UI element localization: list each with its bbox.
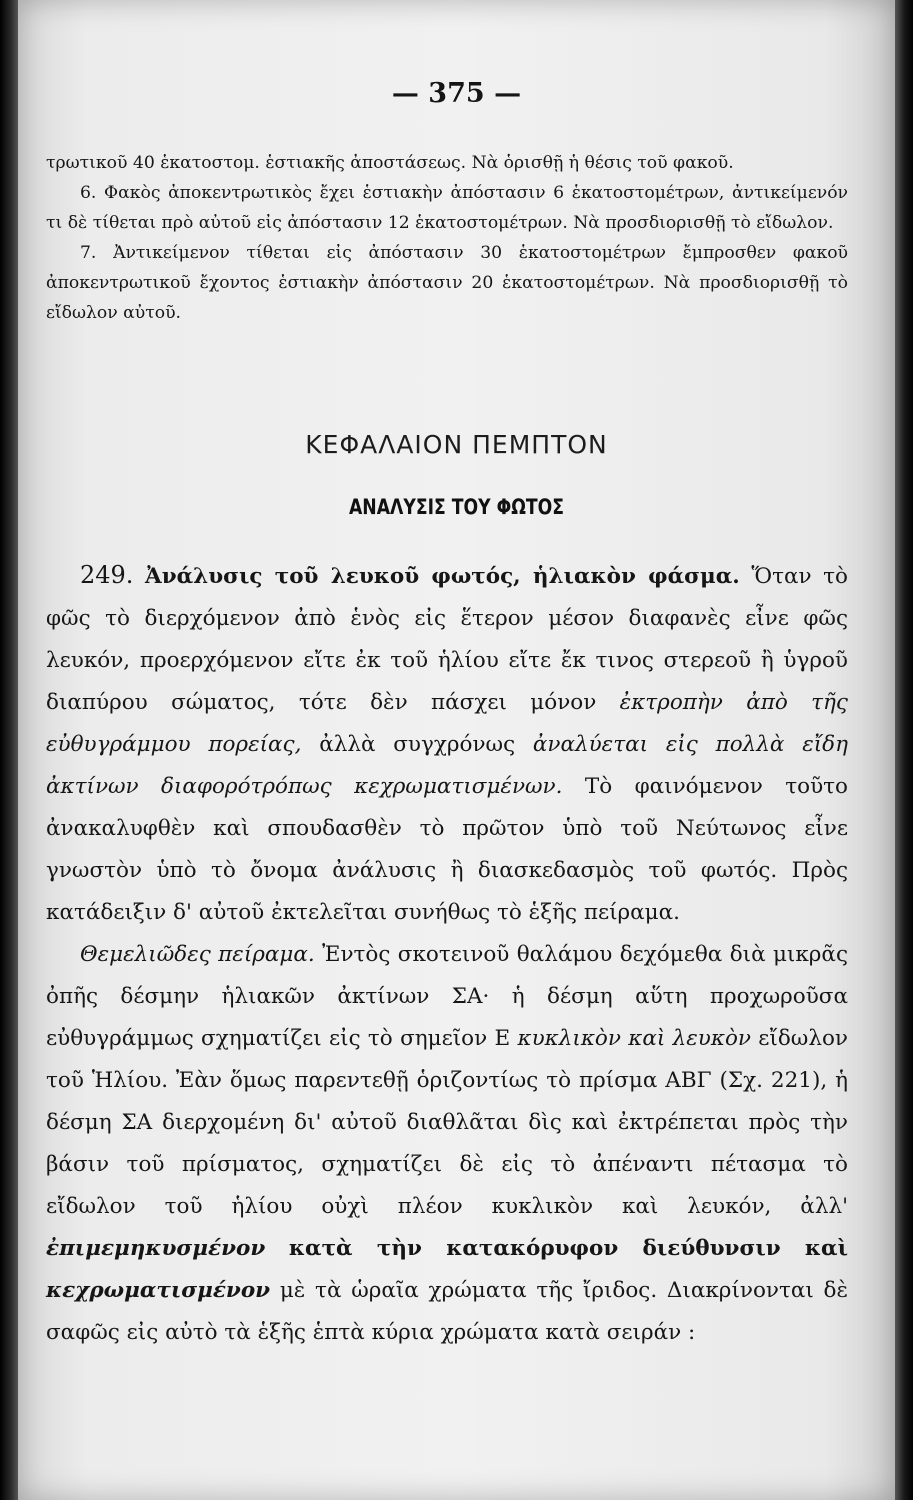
p2-italic-4: κεχρωματισμένον: [46, 1278, 271, 1303]
p2-italic-1: Θεμελιῶδες πείραμα.: [80, 942, 315, 967]
section-number: 249.: [80, 561, 134, 589]
exercises-block: [46, 148, 848, 328]
section-249: [46, 554, 848, 1354]
chapter-subtitle: ΑΝΑΛΥΣΙΣ ΤΟΥ ΦΩΤΟΣ: [348, 495, 565, 519]
p2-italic-2: κυκλικὸν καὶ λευκὸν: [517, 1026, 751, 1051]
p2-italic-3: ἐπιμεμηκυσμένον: [46, 1236, 266, 1261]
p2-text-b: εἴδωλον τοῦ Ἡλίου. Ἐὰν ὅμως παρεντεθῇ ὁριζοντίως τὸ πρίσμα ΑΒΓ (Σχ. 221), ἡ δέσμη ΣΑ διερχομένη δι' αὐτοῦ διαθλᾶται δὶς καὶ ἐκτρέπεται πρὸς τὴν βάσιν τοῦ πρίσματος, σχηματίζει δὲ εἰς τὸ ἀπέναντι πέτασμα τὸ εἴδωλον τοῦ ἡλίου οὐχὶ πλέον κυκλικὸν καὶ λευκόν, ἀλλ': [46, 1026, 848, 1219]
exercise-continuation: τρωτικοῦ 40 ἑκατοστομ. ἑστιακῆς ἀποστάσεως. Νὰ ὁρισθῇ ἡ θέσις τοῦ φακοῦ.: [46, 153, 734, 173]
paragraph-1: [46, 554, 848, 934]
p2-text-d: μὲ τὰ ὡραῖα χρώματα τῆς ἴριδος. Διακρίνονται δὲ σαφῶς εἰς αὐτὸ τὰ ἑξῆς ἑπτὰ κύρια χρώματα κατὰ σειράν :: [46, 1278, 848, 1345]
exercise-7: 7. Ἀντικείμενον τίθεται εἰς ἀπόστασιν 30 ἑκατοστομέτρων ἔμπροσθεν φακοῦ ἀποκεντρωτικοῦ ἔχοντος ἑστιακὴν ἀπόστασιν 20 ἑκατοστομέτρων. Νὰ προσδιορισθῇ τὸ εἴδωλον αὐτοῦ.: [46, 243, 848, 323]
p2-text-a: Ἐντὸς σκοτεινοῦ θαλάμου δεχόμεθα διὰ μικρᾶς ὀπῆς δέσμην ἡλιακῶν ἀκτίνων ΣΑ· ἡ δέσμη αὕτη προχωροῦσα εὐθυγράμμως σχηματίζει εἰς τὸ σημεῖον Ε: [46, 942, 848, 1051]
p1-text-b: ἀλλὰ συγχρόνως: [319, 732, 516, 757]
section-heading: Ἀνάλυσις τοῦ λευκοῦ φωτός, ἡλιακὸν φάσμα.: [145, 564, 740, 589]
p1-text-a: Ὅταν τὸ φῶς τὸ διερχόμενον ἀπὸ ἑνὸς εἰς ἕτερον μέσον διαφανὲς εἶνε φῶς λευκόν, προερχόμενον εἴτε ἐκ τοῦ ἡλίου εἴτε ἔκ τινος στερεοῦ ἢ ὑγροῦ διαπύρου σώματος, τότε δὲν πάσχει μόνον: [46, 564, 848, 715]
p2-text-c: κατὰ τὴν κατακόρυφον διεύθυνσιν καὶ: [288, 1236, 848, 1261]
exercise-6: 6. Φακὸς ἀποκεντρωτικὸς ἔχει ἑστιακὴν ἀπόστασιν 6 ἑκατοστομέτρων, ἀντικείμενόν τι δὲ τίθεται πρὸ αὐτοῦ εἰς ἀπόστασιν 12 ἑκατοστομέτρων. Νὰ προσδιορισθῇ τὸ εἴδωλον.: [46, 183, 848, 233]
chapter-title: ΚΕΦΑΛΑΙΟΝ ΠΕΜΠΤΟΝ: [305, 430, 608, 459]
p1-italic-1: ἐκτροπὴν ἀπὸ τῆς εὐθυγράμμου πορείας,: [46, 690, 848, 757]
paragraph-2: [46, 934, 848, 1354]
p1-italic-2: ἀναλύεται εἰς πολλὰ εἴδη ἀκτίνων διαφορότρόπως κεχρωματισμένων.: [46, 732, 848, 799]
scan-left-border: [0, 0, 18, 1500]
scan-right-border: [895, 0, 913, 1500]
page-number: — 375 —: [391, 78, 522, 109]
p1-text-c: Τὸ φαινόμενον τοῦτο ἀνακαλυφθὲν καὶ σπουδασθὲν τὸ πρῶτον ὑπὸ τοῦ Νεύτωνος εἶνε γνωστὸν ὑπὸ τὸ ὄνομα ἀνάλυσις ἢ διασκεδασμὸς τοῦ φωτός. Πρὸς κατάδειξιν δ' αὐτοῦ ἐκτελεῖται συνήθως τὸ ἑξῆς πείραμα.: [46, 774, 848, 925]
